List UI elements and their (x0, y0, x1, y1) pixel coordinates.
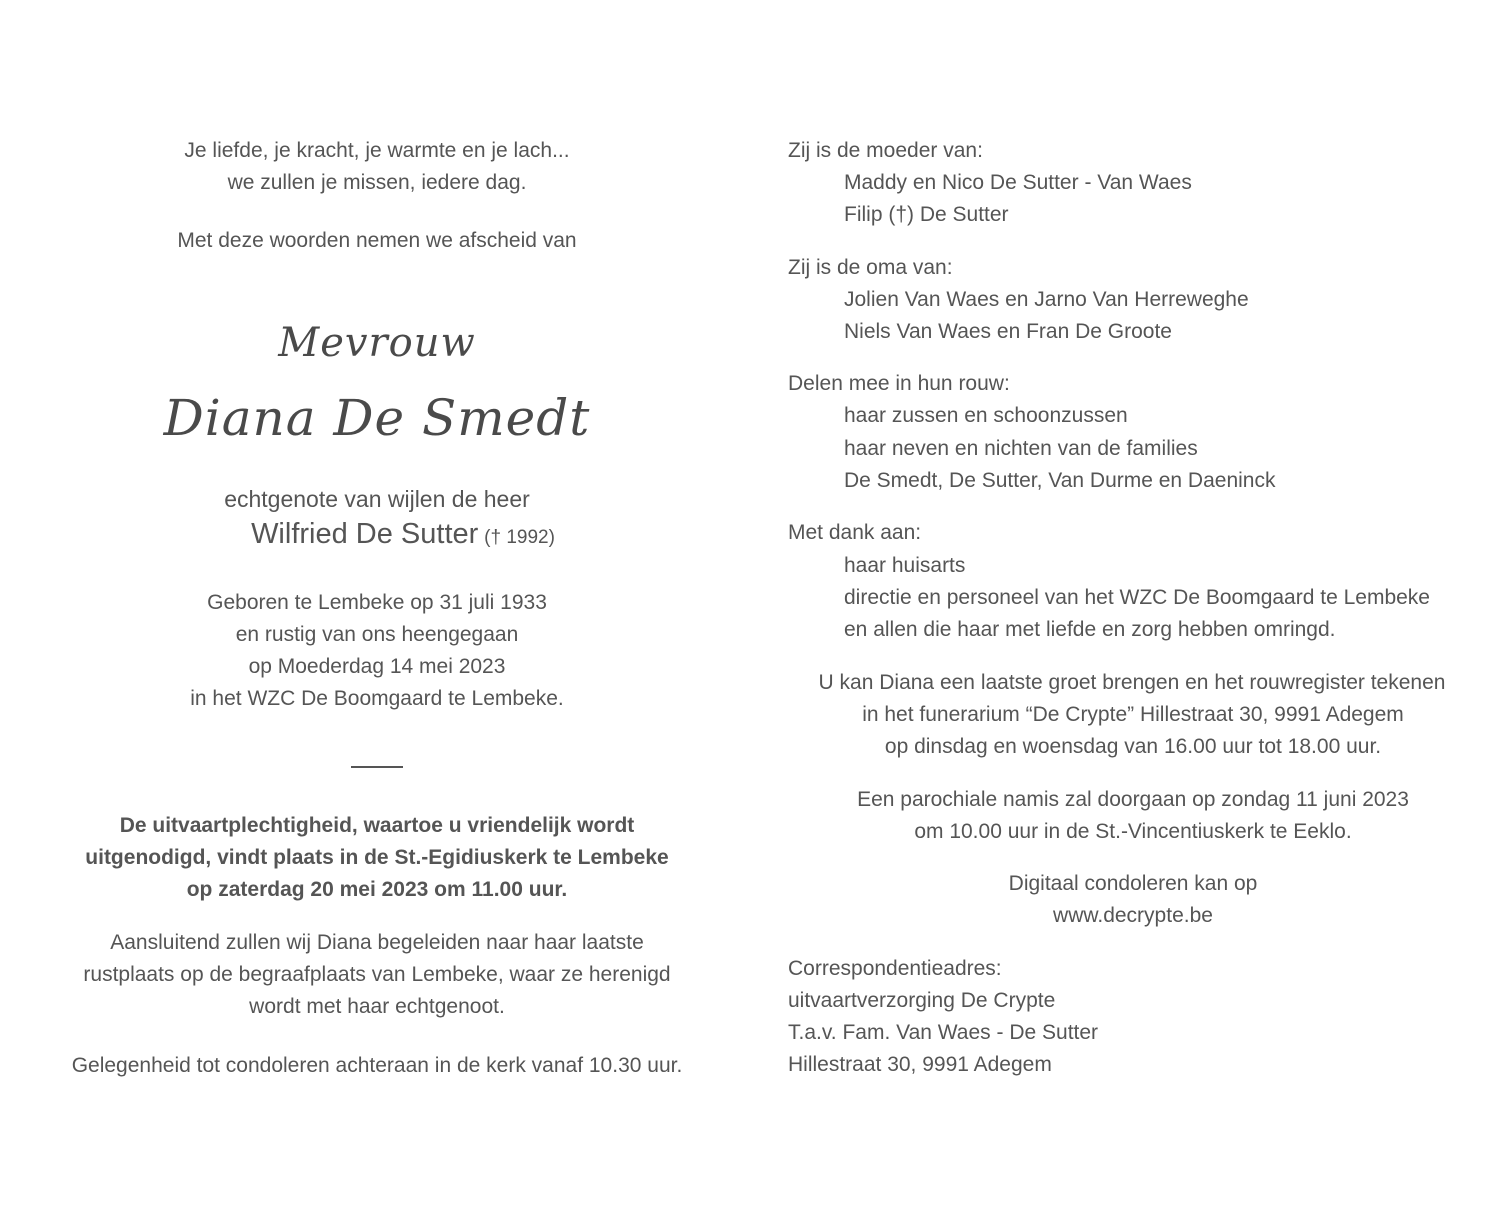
thanks-heading: Met dank aan: (788, 521, 922, 544)
intro-line: Je liefde, je kracht, je warmte en je lach... (184, 139, 570, 162)
burial-line: Aansluitend zullen wij Diana begeleiden naar haar laatste (110, 931, 644, 954)
share-item: haar zussen en schoonzussen (844, 404, 1128, 427)
intro-line: we zullen je missen, iedere dag. (227, 171, 527, 194)
funeral-line: uitgenodigd, vindt plaats in de St.-Egidiuskerk te Lembeke (85, 846, 669, 869)
grandma-heading: Zij is de oma van: (788, 256, 953, 279)
farewell-text: Met deze woorden nemen we afscheid van (177, 229, 577, 252)
condolence-text: Gelegenheid tot condoleren achteraan in de kerk vanaf 10.30 uur. (71, 1054, 683, 1077)
share-item: haar neven en nichten van de families (844, 437, 1198, 460)
address-heading: Correspondentieadres: (788, 957, 1002, 980)
spouse-name: Wilfried De Sutter (251, 518, 479, 550)
birth-line: in het WZC De Boomgaard te Lembeke. (190, 687, 564, 710)
visit-line: U kan Diana een laatste groet brengen en het rouwregister tekenen (818, 671, 1446, 694)
thanks-item: haar huisarts (844, 554, 966, 577)
mass-line: om 10.00 uur in de St.-Vincentiuskerk te Eeklo. (914, 820, 1352, 843)
visit-line: op dinsdag en woensdag van 16.00 uur tot 18.00 uur. (884, 735, 1382, 758)
salutation: Mevrouw (278, 320, 476, 366)
mother-heading: Zij is de moeder van: (788, 139, 983, 162)
burial-line: wordt met haar echtgenoot. (249, 995, 505, 1018)
share-heading: Delen mee in hun rouw: (788, 372, 1010, 395)
online-link[interactable]: www.decrypte.be (1053, 904, 1213, 927)
spouse-intro: echtgenote van wijlen de heer (224, 486, 530, 512)
mother-item: Maddy en Nico De Sutter - Van Waes (844, 171, 1192, 194)
deceased-name: Diana De Smedt (163, 389, 591, 447)
address-line: uitvaartverzorging De Crypte (788, 989, 1056, 1012)
mass-line: Een parochiale namis zal doorgaan op zondag 11 juni 2023 (857, 788, 1409, 811)
spouse-line (40, 517, 714, 551)
birth-line: en rustig van ons heengegaan (235, 623, 519, 646)
burial-line: rustplaats op de begraafplaats van Lembeke, waar ze herenigd (83, 963, 671, 986)
grandma-item: Jolien Van Waes en Jarno Van Herreweghe (844, 288, 1249, 311)
address-line: T.a.v. Fam. Van Waes - De Sutter (788, 1021, 1099, 1044)
divider (351, 766, 403, 768)
birth-line: Geboren te Lembeke op 31 juli 1933 (207, 591, 547, 614)
share-item: De Smedt, De Sutter, Van Durme en Daeninck (844, 469, 1276, 492)
thanks-item: en allen die haar met liefde en zorg hebben omringd. (844, 618, 1336, 641)
funeral-line: op zaterdag 20 mei 2023 om 11.00 uur. (186, 878, 568, 901)
mother-item: Filip (†) De Sutter (844, 203, 1009, 226)
visit-line: in het funerarium “De Crypte” Hillestraat 30, 9991 Adegem (862, 703, 1404, 726)
online-line: Digitaal condoleren kan op (1008, 872, 1258, 895)
spouse-died: († 1992) (484, 527, 555, 548)
birth-line: op Moederdag 14 mei 2023 (248, 655, 506, 678)
address-line: Hillestraat 30, 9991 Adegem (788, 1053, 1052, 1076)
thanks-item: directie en personeel van het WZC De Boomgaard te Lembeke (844, 586, 1430, 609)
funeral-line: De uitvaartplechtigheid, waartoe u vriendelijk wordt (119, 814, 635, 837)
grandma-item: Niels Van Waes en Fran De Groote (844, 320, 1172, 343)
